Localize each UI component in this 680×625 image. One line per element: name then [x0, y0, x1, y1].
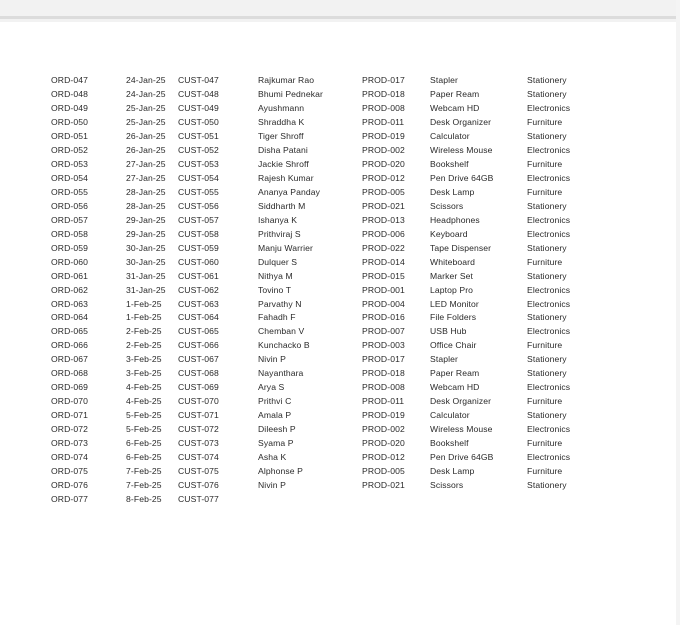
category-cell: Electronics	[527, 214, 571, 225]
product-id-cell: PROD-008	[362, 102, 405, 113]
order-date-cell: 3-Feb-25	[126, 354, 162, 365]
customer-name-cell: Ayushmann	[258, 102, 305, 113]
product-id-cell: PROD-001	[362, 284, 405, 295]
product-name-cell: Bookshelf	[430, 438, 469, 449]
customer-name-cell: Rajesh Kumar	[258, 172, 314, 183]
product-id-cell: PROD-002	[362, 424, 405, 435]
customer-id-cell: CUST-050	[178, 116, 219, 127]
product-name-cell: Webcam HD	[430, 382, 480, 393]
table-row	[0, 88, 676, 102]
order-id-cell: ORD-067	[51, 354, 88, 365]
order-id-cell: ORD-052	[51, 144, 88, 155]
order-id-cell: ORD-070	[51, 396, 88, 407]
order-id-cell: ORD-071	[51, 410, 88, 421]
product-name-cell: File Folders	[430, 312, 477, 323]
order-date-cell: 25-Jan-25	[126, 102, 166, 113]
table-row	[0, 409, 676, 423]
order-id-cell: ORD-056	[51, 200, 88, 211]
order-id-cell: ORD-050	[51, 116, 88, 127]
customer-name-cell: Amala P	[258, 410, 292, 421]
customer-name-cell: Asha K	[258, 452, 287, 463]
customer-id-cell: CUST-074	[178, 452, 219, 463]
customer-name-cell: Chemban V	[258, 326, 305, 337]
customer-id-cell: CUST-058	[178, 228, 219, 239]
viewer-top-bar	[0, 0, 680, 22]
customer-name-cell: Dileesh P	[258, 424, 296, 435]
order-date-cell: 30-Jan-25	[126, 256, 166, 267]
category-cell: Electronics	[527, 452, 571, 463]
product-name-cell: Pen Drive 64GB	[430, 452, 494, 463]
viewer-top-divider	[0, 16, 680, 19]
category-cell: Furniture	[527, 438, 563, 449]
product-id-cell: PROD-016	[362, 312, 405, 323]
product-name-cell: Desk Organizer	[430, 396, 492, 407]
order-id-cell: ORD-053	[51, 158, 88, 169]
customer-name-cell: Bhumi Pednekar	[258, 88, 323, 99]
product-name-cell: Scissors	[430, 200, 464, 211]
order-id-cell: ORD-051	[51, 130, 88, 141]
product-id-cell: PROD-020	[362, 158, 405, 169]
customer-id-cell: CUST-067	[178, 354, 219, 365]
order-date-cell: 3-Feb-25	[126, 368, 162, 379]
customer-name-cell: Prithvi C	[258, 396, 292, 407]
category-cell: Furniture	[527, 158, 563, 169]
product-name-cell: Stapler	[430, 75, 458, 85]
viewer-right-edge	[676, 0, 680, 625]
product-id-cell: PROD-004	[362, 298, 405, 309]
order-date-cell: 6-Feb-25	[126, 438, 162, 449]
product-name-cell: Headphones	[430, 214, 480, 225]
product-id-cell: PROD-008	[362, 382, 405, 393]
customer-id-cell: CUST-076	[178, 480, 219, 491]
order-date-cell: 27-Jan-25	[126, 158, 166, 169]
product-id-cell: PROD-005	[362, 466, 405, 477]
customer-id-cell: CUST-052	[178, 144, 219, 155]
category-cell: Stationery	[527, 242, 567, 253]
order-date-cell: 4-Feb-25	[126, 382, 162, 393]
customer-name-cell: Manju Warrier	[258, 242, 313, 253]
table-row	[0, 242, 676, 256]
order-id-cell: ORD-047	[51, 75, 88, 85]
order-id-cell: ORD-076	[51, 480, 88, 491]
customer-id-cell: CUST-060	[178, 256, 219, 267]
customer-id-cell: CUST-062	[178, 284, 219, 295]
order-date-cell: 7-Feb-25	[126, 480, 162, 491]
table-row	[0, 102, 676, 116]
customer-id-cell: CUST-066	[178, 340, 219, 351]
category-cell: Furniture	[527, 116, 563, 127]
customer-id-cell: CUST-047	[178, 75, 219, 85]
product-id-cell: PROD-012	[362, 452, 405, 463]
product-id-cell: PROD-011	[362, 116, 405, 127]
category-cell: Stationery	[527, 312, 567, 323]
product-name-cell: USB Hub	[430, 326, 467, 337]
order-date-cell: 30-Jan-25	[126, 242, 166, 253]
order-id-cell: ORD-066	[51, 340, 88, 351]
product-name-cell: Keyboard	[430, 228, 468, 239]
product-id-cell: PROD-011	[362, 396, 405, 407]
product-name-cell: Desk Organizer	[430, 116, 492, 127]
customer-name-cell: Kunchacko B	[258, 340, 310, 351]
order-id-cell: ORD-072	[51, 424, 88, 435]
order-date-cell: 26-Jan-25	[126, 144, 166, 155]
product-name-cell: Wireless Mouse	[430, 144, 493, 155]
product-id-cell: PROD-017	[362, 75, 405, 85]
table-row	[0, 423, 676, 437]
category-cell: Electronics	[527, 172, 571, 183]
table-row	[0, 451, 676, 465]
table-row	[0, 493, 676, 507]
table-row	[0, 339, 676, 353]
product-name-cell: Bookshelf	[430, 158, 469, 169]
customer-id-cell: CUST-055	[178, 186, 219, 197]
customer-id-cell: CUST-068	[178, 368, 219, 379]
order-id-cell: ORD-065	[51, 326, 88, 337]
order-date-cell: 7-Feb-25	[126, 466, 162, 477]
product-id-cell: PROD-020	[362, 438, 405, 449]
order-id-cell: ORD-059	[51, 242, 88, 253]
table-row	[0, 479, 676, 493]
customer-id-cell: CUST-057	[178, 214, 219, 225]
product-id-cell: PROD-019	[362, 410, 405, 421]
table-row	[0, 228, 676, 242]
table-row	[0, 325, 676, 339]
order-date-cell: 1-Feb-25	[126, 298, 162, 309]
category-cell: Electronics	[527, 284, 571, 295]
table-row	[0, 200, 676, 214]
customer-id-cell: CUST-051	[178, 130, 219, 141]
order-id-cell: ORD-062	[51, 284, 88, 295]
category-cell: Electronics	[527, 228, 571, 239]
customer-id-cell: CUST-070	[178, 396, 219, 407]
product-id-cell: PROD-018	[362, 368, 405, 379]
order-date-cell: 28-Jan-25	[126, 200, 166, 211]
customer-name-cell: Shraddha K	[258, 116, 305, 127]
customer-id-cell: CUST-065	[178, 326, 219, 337]
order-id-cell: ORD-068	[51, 368, 88, 379]
customer-name-cell: Fahadh F	[258, 312, 296, 323]
customer-id-cell: CUST-053	[178, 158, 219, 169]
product-name-cell: Calculator	[430, 410, 470, 421]
category-cell: Furniture	[527, 396, 563, 407]
category-cell: Furniture	[527, 466, 563, 477]
customer-name-cell: Rajkumar Rao	[258, 75, 315, 85]
product-name-cell: Whiteboard	[430, 256, 475, 267]
table-row	[0, 172, 676, 186]
order-id-cell: ORD-055	[51, 186, 88, 197]
product-id-cell: PROD-021	[362, 200, 405, 211]
order-date-cell: 1-Feb-25	[126, 312, 162, 323]
product-id-cell: PROD-003	[362, 340, 405, 351]
category-cell: Stationery	[527, 410, 567, 421]
product-name-cell: Webcam HD	[430, 102, 480, 113]
product-name-cell: LED Monitor	[430, 298, 479, 309]
category-cell: Electronics	[527, 298, 571, 309]
customer-id-cell: CUST-073	[178, 438, 219, 449]
order-id-cell: ORD-073	[51, 438, 88, 449]
table-row	[0, 311, 676, 325]
table-row	[0, 158, 676, 172]
order-id-cell: ORD-058	[51, 228, 88, 239]
order-date-cell: 2-Feb-25	[126, 326, 162, 337]
product-id-cell: PROD-019	[362, 130, 405, 141]
table-row	[0, 130, 676, 144]
product-id-cell: PROD-021	[362, 480, 405, 491]
category-cell: Stationery	[527, 75, 567, 85]
table-row	[0, 214, 676, 228]
category-cell: Stationery	[527, 270, 567, 281]
customer-name-cell: Prithviraj S	[258, 228, 301, 239]
table-row	[0, 144, 676, 158]
order-date-cell: 29-Jan-25	[126, 214, 166, 225]
order-date-cell: 5-Feb-25	[126, 410, 162, 421]
product-name-cell: Wireless Mouse	[430, 424, 493, 435]
customer-name-cell: Jackie Shroff	[258, 158, 309, 169]
document-page	[0, 22, 676, 625]
category-cell: Electronics	[527, 144, 571, 155]
order-date-cell: 2-Feb-25	[126, 340, 162, 351]
product-name-cell: Scissors	[430, 480, 464, 491]
table-row	[0, 256, 676, 270]
table-row	[0, 284, 676, 298]
product-name-cell: Stapler	[430, 354, 458, 365]
order-date-cell: 24-Jan-25	[126, 75, 166, 85]
product-name-cell: Paper Ream	[430, 88, 480, 99]
table-row	[0, 395, 676, 409]
order-date-cell: 27-Jan-25	[126, 172, 166, 183]
customer-name-cell: Nivin P	[258, 480, 286, 491]
customer-name-cell: Disha Patani	[258, 144, 308, 155]
category-cell: Stationery	[527, 130, 567, 141]
table-row	[0, 270, 676, 284]
order-id-cell: ORD-069	[51, 382, 88, 393]
customer-id-cell: CUST-069	[178, 382, 219, 393]
order-id-cell: ORD-077	[51, 494, 88, 505]
product-id-cell: PROD-017	[362, 354, 405, 365]
orders-table	[0, 74, 676, 507]
order-date-cell: 26-Jan-25	[126, 130, 166, 141]
order-id-cell: ORD-049	[51, 102, 88, 113]
table-row	[0, 116, 676, 130]
product-id-cell: PROD-005	[362, 186, 405, 197]
customer-name-cell: Tovino T	[258, 284, 292, 295]
order-id-cell: ORD-057	[51, 214, 88, 225]
order-id-cell: ORD-061	[51, 270, 88, 281]
product-name-cell: Desk Lamp	[430, 466, 475, 477]
order-date-cell: 31-Jan-25	[126, 270, 166, 281]
customer-id-cell: CUST-048	[178, 88, 219, 99]
customer-name-cell: Ananya Panday	[258, 186, 320, 197]
table-row	[0, 74, 676, 88]
customer-name-cell: Siddharth M	[258, 200, 306, 211]
product-name-cell: Paper Ream	[430, 368, 480, 379]
product-id-cell: PROD-002	[362, 144, 405, 155]
customer-name-cell: Ishanya K	[258, 214, 298, 225]
product-name-cell: Office Chair	[430, 340, 477, 351]
customer-id-cell: CUST-064	[178, 312, 219, 323]
order-date-cell: 5-Feb-25	[126, 424, 162, 435]
order-date-cell: 29-Jan-25	[126, 228, 166, 239]
table-row	[0, 186, 676, 200]
order-date-cell: 31-Jan-25	[126, 284, 166, 295]
order-date-cell: 6-Feb-25	[126, 452, 162, 463]
category-cell: Furniture	[527, 186, 563, 197]
product-name-cell: Tape Dispenser	[430, 242, 492, 253]
order-date-cell: 25-Jan-25	[126, 116, 166, 127]
product-id-cell: PROD-013	[362, 214, 405, 225]
order-date-cell: 28-Jan-25	[126, 186, 166, 197]
order-id-cell: ORD-074	[51, 452, 88, 463]
product-name-cell: Calculator	[430, 130, 470, 141]
category-cell: Stationery	[527, 88, 567, 99]
customer-id-cell: CUST-054	[178, 172, 219, 183]
customer-id-cell: CUST-049	[178, 102, 219, 113]
customer-name-cell: Syama P	[258, 438, 294, 449]
category-cell: Electronics	[527, 326, 571, 337]
customer-id-cell: CUST-059	[178, 242, 219, 253]
table-row	[0, 381, 676, 395]
product-id-cell: PROD-012	[362, 172, 405, 183]
customer-id-cell: CUST-063	[178, 298, 219, 309]
category-cell: Electronics	[527, 102, 571, 113]
category-cell: Electronics	[527, 382, 571, 393]
category-cell: Furniture	[527, 256, 563, 267]
table-row	[0, 298, 676, 312]
customer-id-cell: CUST-077	[178, 494, 219, 505]
order-id-cell: ORD-064	[51, 312, 88, 323]
product-id-cell: PROD-015	[362, 270, 405, 281]
table-row	[0, 437, 676, 451]
customer-name-cell: Nithya M	[258, 270, 293, 281]
product-id-cell: PROD-022	[362, 242, 405, 253]
customer-id-cell: CUST-056	[178, 200, 219, 211]
customer-name-cell: Tiger Shroff	[258, 130, 304, 141]
customer-name-cell: Nayanthara	[258, 368, 304, 379]
product-id-cell: PROD-018	[362, 88, 405, 99]
category-cell: Electronics	[527, 424, 571, 435]
category-cell: Stationery	[527, 354, 567, 365]
order-date-cell: 24-Jan-25	[126, 88, 166, 99]
order-id-cell: ORD-054	[51, 172, 88, 183]
order-id-cell: ORD-063	[51, 298, 88, 309]
table-row	[0, 465, 676, 479]
customer-name-cell: Nivin P	[258, 354, 286, 365]
customer-id-cell: CUST-061	[178, 270, 219, 281]
category-cell: Stationery	[527, 480, 567, 491]
product-name-cell: Pen Drive 64GB	[430, 172, 494, 183]
product-id-cell: PROD-014	[362, 256, 405, 267]
product-name-cell: Desk Lamp	[430, 186, 475, 197]
customer-name-cell: Parvathy N	[258, 298, 302, 309]
product-id-cell: PROD-007	[362, 326, 405, 337]
order-id-cell: ORD-060	[51, 256, 88, 267]
customer-name-cell: Alphonse P	[258, 466, 303, 477]
customer-id-cell: CUST-071	[178, 410, 219, 421]
order-date-cell: 4-Feb-25	[126, 396, 162, 407]
product-name-cell: Laptop Pro	[430, 284, 474, 295]
table-row	[0, 367, 676, 381]
order-id-cell: ORD-048	[51, 88, 88, 99]
customer-name-cell: Dulquer S	[258, 256, 298, 267]
category-cell: Stationery	[527, 368, 567, 379]
table-row	[0, 353, 676, 367]
category-cell: Furniture	[527, 340, 563, 351]
category-cell: Stationery	[527, 200, 567, 211]
customer-id-cell: CUST-072	[178, 424, 219, 435]
product-id-cell: PROD-006	[362, 228, 405, 239]
customer-id-cell: CUST-075	[178, 466, 219, 477]
customer-name-cell: Arya S	[258, 382, 285, 393]
product-name-cell: Marker Set	[430, 270, 474, 281]
order-id-cell: ORD-075	[51, 466, 88, 477]
order-date-cell: 8-Feb-25	[126, 494, 162, 505]
